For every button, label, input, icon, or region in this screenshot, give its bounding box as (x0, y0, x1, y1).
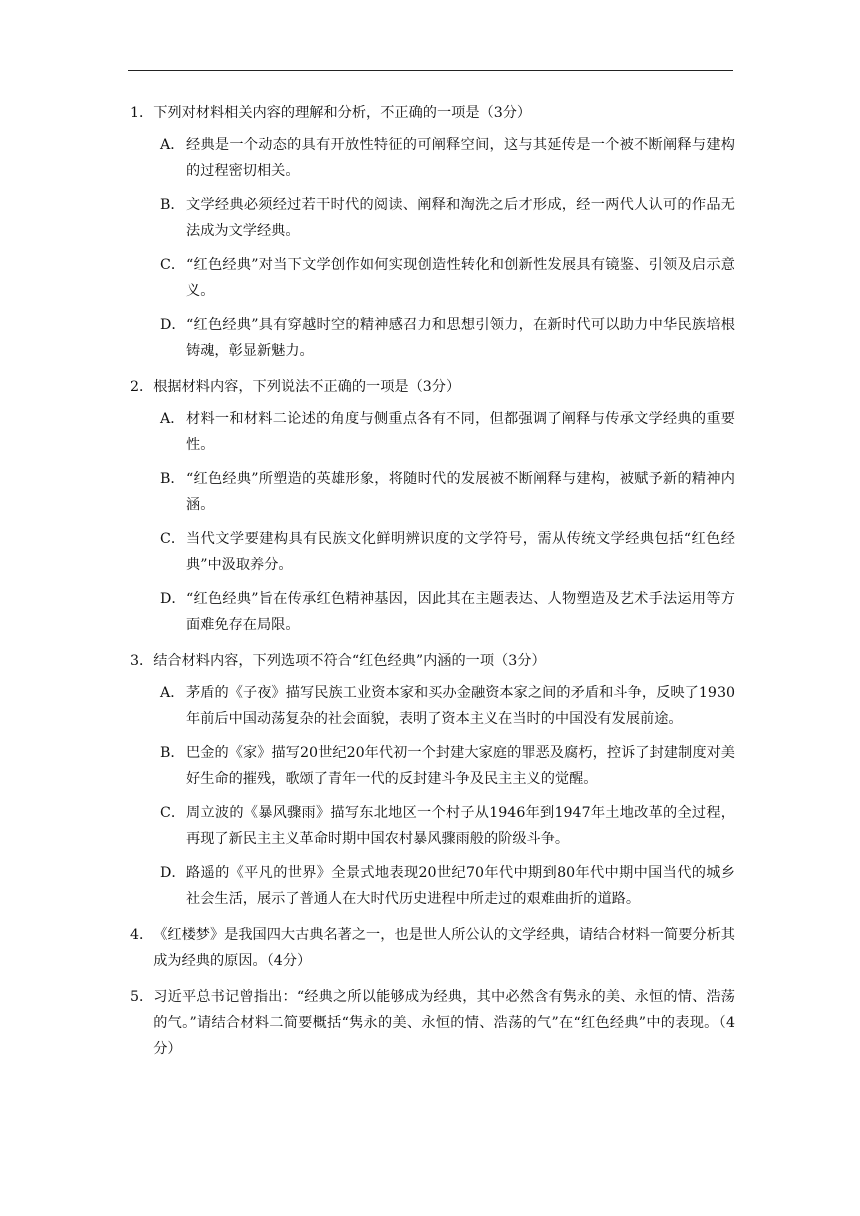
option-text: 当代文学要建构具有民族文化鲜明辨识度的文学符号，需从传统文学经典包括“红色经典”中汲取养分。 (186, 531, 735, 573)
question-number: 4． (130, 927, 154, 943)
question-number: 5． (130, 989, 154, 1005)
question-stem: 习近平总书记曾指出：“经典之所以能够成为经典，其中必然含有隽永的美、永恒的情、浩荡的气。”请结合材料二简要概括“隽永的美、永恒的情、浩荡的气”在“红色经典”中的表现。（4分） (153, 989, 735, 1057)
question-number: 3． (130, 653, 154, 669)
question-stem: 下列对材料相关内容的理解和分析，不正确的一项是（3分） (153, 105, 532, 121)
question-1 (130, 100, 735, 364)
option-text: 巴金的《家》描写20世纪20年代初一个封建大家庭的罪恶及腐朽，控诉了封建制度对美好生命的摧残，歌颂了青年一代的反封建斗争及民主主义的觉醒。 (186, 745, 735, 787)
option-text: 茅盾的《子夜》描写民族工业资本家和买办金融资本家之间的矛盾和斗争，反映了1930年前后中国动荡复杂的社会面貌，表明了资本主义在当时的中国没有发展前途。 (186, 685, 735, 727)
option-label: C． (160, 805, 186, 821)
option-label: C． (160, 257, 186, 273)
question-stem: 《红楼梦》是我国四大古典名著之一，也是世人所公认的文学经典，请结合材料一简要分析其成为经典的原因。（4分） (153, 927, 735, 969)
option-b (160, 466, 735, 518)
option-label: C． (160, 531, 186, 547)
question-number: 1． (130, 105, 154, 121)
option-d (160, 860, 735, 912)
option-text: “红色经典”具有穿越时空的精神感召力和思想引领力，在新时代可以助力中华民族培根铸魂，彰显新魅力。 (186, 317, 735, 359)
option-label: D． (160, 317, 186, 333)
option-a (160, 406, 735, 458)
question-5 (130, 984, 735, 1062)
option-text: 材料一和材料二论述的角度与侧重点各有不同，但都强调了阐释与传承文学经典的重要性。 (186, 411, 735, 453)
question-stem: 根据材料内容，下列说法不正确的一项是（3分） (153, 379, 461, 395)
question-3 (130, 648, 735, 912)
option-text: 文学经典必须经过若干时代的阅读、阐释和淘洗之后才形成，经一两代人认可的作品无法成为文学经典。 (186, 197, 735, 239)
question-2 (130, 374, 735, 638)
option-c (160, 252, 735, 304)
option-label: B． (160, 197, 185, 213)
option-d (160, 312, 735, 364)
option-text: “红色经典”所塑造的英雄形象，将随时代的发展被不断阐释与建构，被赋予新的精神内涵。 (186, 471, 735, 513)
option-label: A． (160, 137, 185, 153)
option-label: D． (160, 865, 186, 881)
option-a (160, 132, 735, 184)
option-b (160, 192, 735, 244)
option-text: “红色经典”旨在传承红色精神基因，因此其在主题表达、人物塑造及艺术手法运用等方面难免存在局限。 (186, 591, 735, 633)
header-rule (128, 70, 733, 71)
option-label: D． (160, 591, 186, 607)
question-number: 2． (130, 379, 154, 395)
option-b (160, 740, 735, 792)
option-text: 周立波的《暴风骤雨》描写东北地区一个村子从1946年到1947年土地改革的全过程，再现了新民主主义革命时期中国农村暴风骤雨般的阶级斗争。 (186, 805, 735, 847)
option-c (160, 526, 735, 578)
option-c (160, 800, 735, 852)
option-text: 路遥的《平凡的世界》全景式地表现20世纪70年代中期到80年代中期中国当代的城乡社会生活，展示了普通人在大时代历史进程中所走过的艰难曲折的道路。 (186, 865, 735, 907)
option-a (160, 680, 735, 732)
option-label: A． (160, 685, 185, 701)
question-stem: 结合材料内容，下列选项不符合“红色经典”内涵的一项（3分） (153, 653, 546, 669)
question-4 (130, 922, 735, 974)
option-text: “红色经典”对当下文学创作如何实现创造性转化和创新性发展具有镜鉴、引领及启示意义。 (186, 257, 735, 299)
option-d (160, 586, 735, 638)
option-label: B． (160, 471, 185, 487)
option-label: A． (160, 411, 185, 427)
question-list (130, 100, 735, 1072)
option-text: 经典是一个动态的具有开放性特征的可阐释空间，这与其延传是一个被不断阐释与建构的过程密切相关。 (186, 137, 735, 179)
option-label: B． (160, 745, 185, 761)
